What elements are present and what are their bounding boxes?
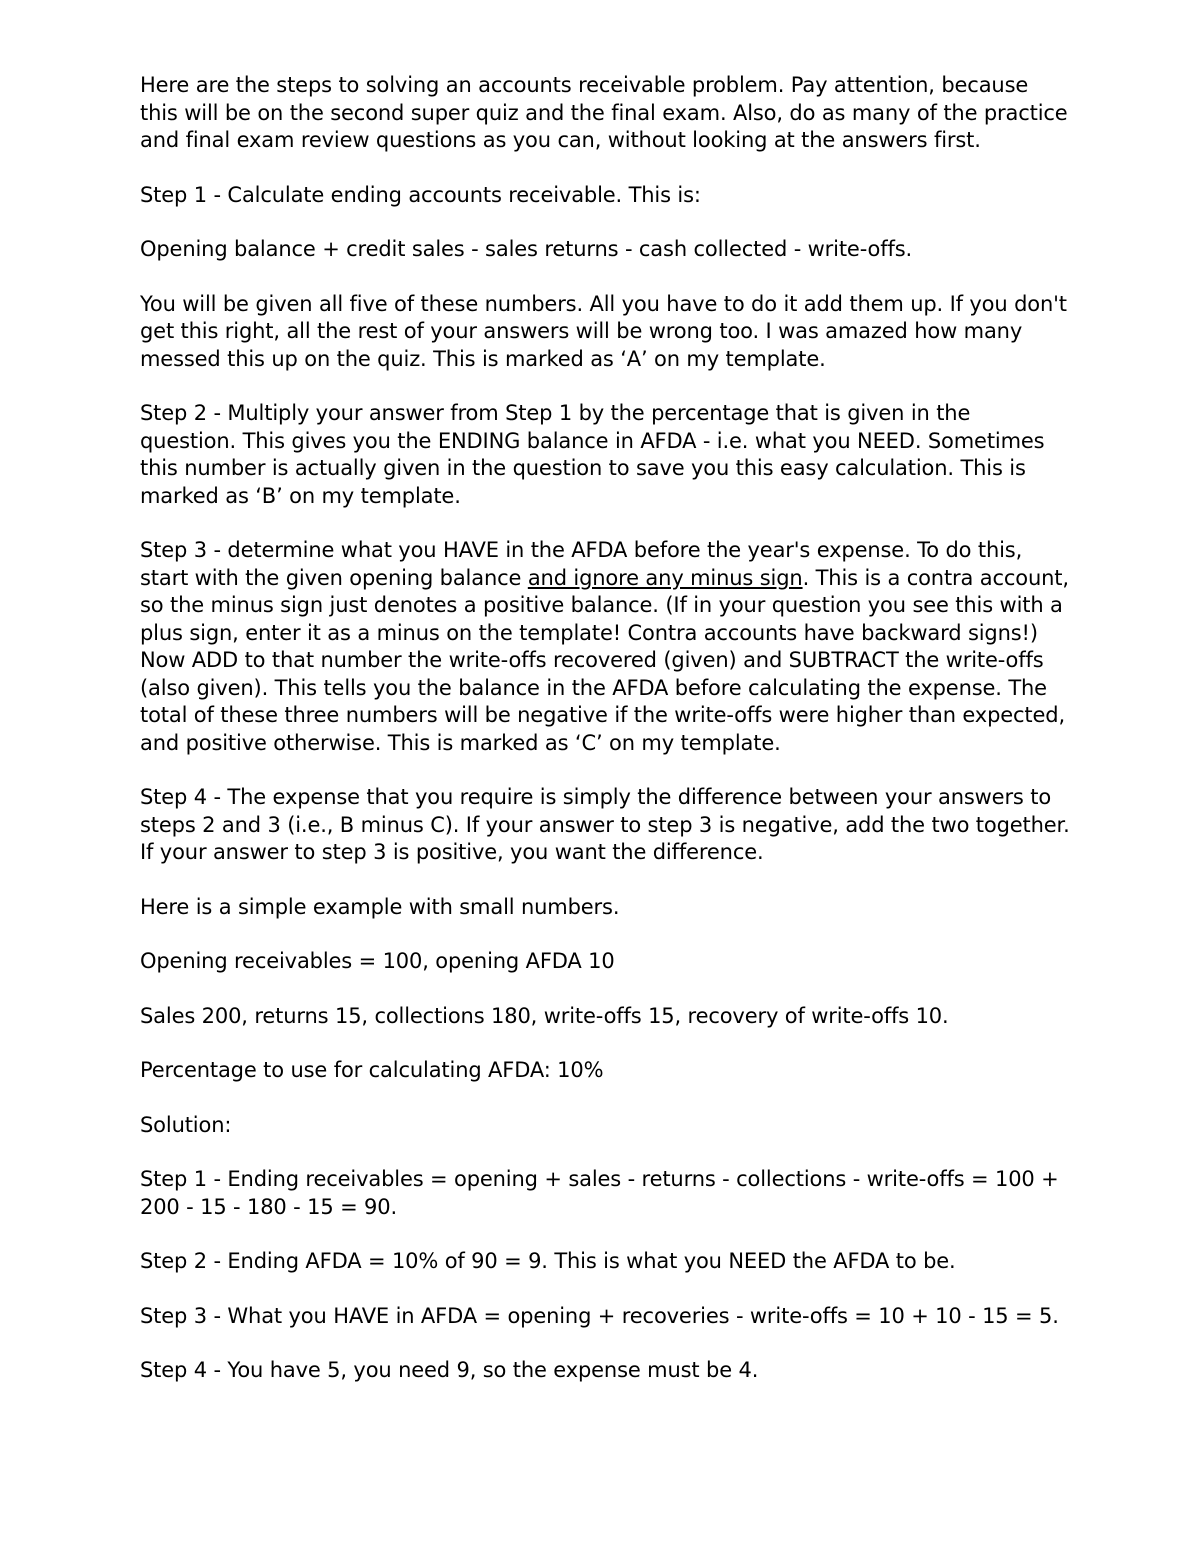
example-line-3: Percentage to use for calculating AFDA: 10% xyxy=(140,1058,604,1082)
example-line-1: Opening receivables = 100, opening AFDA 10 xyxy=(140,949,615,973)
solution-step-4: Step 4 - You have 5, you need 9, so the expense must be 4. xyxy=(140,1358,759,1382)
step1-note: You will be given all five of these numbers. All you have to do it add them up. If you don't get this right, all the rest of your answers will be wrong too. I was amazed how many messed this up on the quiz. This is marked as ‘A’ on my template. xyxy=(140,291,1067,371)
step2-paragraph: Step 2 - Multiply your answer from Step 1 by the percentage that is given in the question. This gives you the ENDING balance in AFDA - i.e. what you NEED. Sometimes this number is actually given in the question to save you this easy calculation. This is marked as ‘B’ on my template. xyxy=(140,401,1045,508)
example-intro: Here is a simple example with small numbers. xyxy=(140,894,620,919)
step1-heading: Step 1 - Calculate ending accounts receivable. This is: xyxy=(140,182,701,207)
solution-step-1: Step 1 - Ending receivables = opening + sales - returns - collections - write-offs = 100 + 200 - 15 - 180 - 15 = 90. xyxy=(140,1167,1059,1219)
solution-label: Solution: xyxy=(140,1112,232,1137)
step4-paragraph: Step 4 - The expense that you require is simply the difference between your answers to steps 2 and 3 (i.e., B minus C). If your answer to step 3 is negative, add the two together. If your answer to step 3 is positive, you want the difference. xyxy=(140,785,1070,864)
step3-text-start: Step 3 - determine what you HAVE in the AFDA before the year's expense. To do this, start with the given opening balance xyxy=(140,538,1023,590)
step3-underlined-text: and ignore any minus sign xyxy=(527,565,803,590)
step3-paragraph xyxy=(140,537,1070,757)
step1-formula: Opening balance + credit sales - sales returns - cash collected - write-offs. xyxy=(140,237,913,261)
solution-step-3: Step 3 - What you HAVE in AFDA = opening + recoveries - write-offs = 10 + 10 - 15 = 5. xyxy=(140,1303,1059,1328)
document-page xyxy=(140,72,1070,1412)
solution-step-2: Step 2 - Ending AFDA = 10% of 90 = 9. This is what you NEED the AFDA to be. xyxy=(140,1249,956,1273)
step3-text-end: . This is a contra account, so the minus sign just denotes a positive balance. (If in your question you see this with a plus sign, enter it as a minus on the template! Contra accounts have backward signs!) Now ADD to that number the write-offs recovered (given) and SUBTRACT the write-offs (also given). This tells you the balance in the AFDA before calculating the expense. The total of these three numbers will be negative if the write-offs were higher than expected, and positive otherwise. This is marked as ‘C’ on my template. xyxy=(140,565,1069,755)
intro-paragraph: Here are the steps to solving an accounts receivable problem. Pay attention, because this will be on the second super quiz and the final exam. Also, do as many of the practice and final exam review questions as you can, without looking at the answers first. xyxy=(140,73,1068,152)
example-line-2: Sales 200, returns 15, collections 180, write-offs 15, recovery of write-offs 10. xyxy=(140,1003,949,1028)
